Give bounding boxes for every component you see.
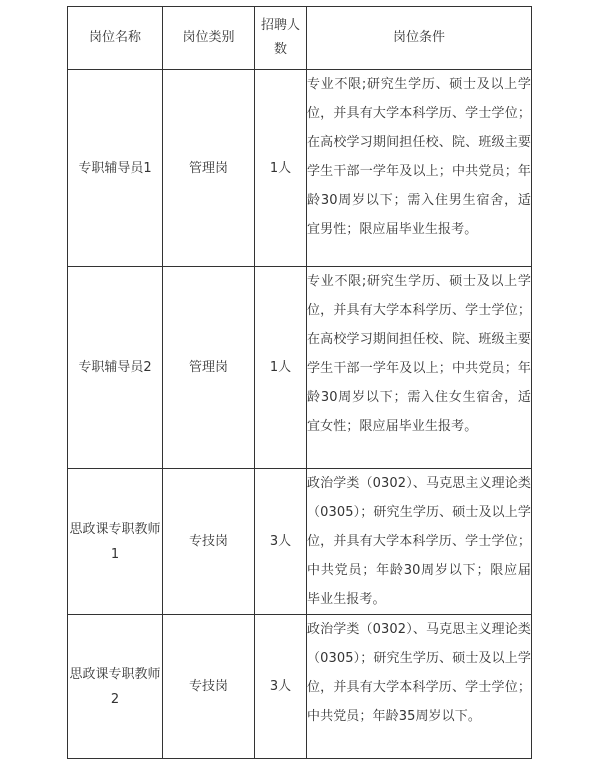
table-row (68, 615, 532, 759)
requirements: 专业不限;研究生学历、硕士及以上学位，并具有大学本科学历、学士学位；在高校学习期间担任校、院、班级主要学生干部一学年及以上；中共党员；年龄30周岁以下；需入住女生宿舍，适宜女性；限应届毕业生报考。 (307, 267, 532, 469)
position-name: 专职辅导员1 (68, 70, 163, 267)
header-headcount: 招聘人数 (255, 7, 307, 70)
headcount: 3人 (255, 615, 307, 759)
table-header-row (68, 7, 532, 70)
position-category: 管理岗 (163, 267, 255, 469)
position-name: 思政课专职教师1 (68, 469, 163, 615)
headcount: 3人 (255, 469, 307, 615)
position-name: 专职辅导员2 (68, 267, 163, 469)
table-row (68, 70, 532, 267)
requirements: 政治学类（0302）、马克思主义理论类（0305）；研究生学历、硕士及以上学位，并具有大学本科学历、学士学位；中共党员；年龄30周岁以下；限应届毕业生报考。 (307, 469, 532, 615)
headcount: 1人 (255, 70, 307, 267)
headcount: 1人 (255, 267, 307, 469)
requirements: 专业不限;研究生学历、硕士及以上学位，并具有大学本科学历、学士学位；在高校学习期间担任校、院、班级主要学生干部一学年及以上；中共党员；年龄30周岁以下；需入住男生宿舍，适宜男性；限应届毕业生报考。 (307, 70, 532, 267)
position-category: 专技岗 (163, 469, 255, 615)
header-position-category: 岗位类别 (163, 7, 255, 70)
header-position-name: 岗位名称 (68, 7, 163, 70)
position-category: 管理岗 (163, 70, 255, 267)
table-row (68, 267, 532, 469)
table-row (68, 469, 532, 615)
position-name: 思政课专职教师2 (68, 615, 163, 759)
requirements: 政治学类（0302）、马克思主义理论类（0305）；研究生学历、硕士及以上学位，并具有大学本科学历、学士学位；中共党员；年龄35周岁以下。 (307, 615, 532, 759)
recruitment-table (67, 6, 532, 759)
header-requirements: 岗位条件 (307, 7, 532, 70)
position-category: 专技岗 (163, 615, 255, 759)
